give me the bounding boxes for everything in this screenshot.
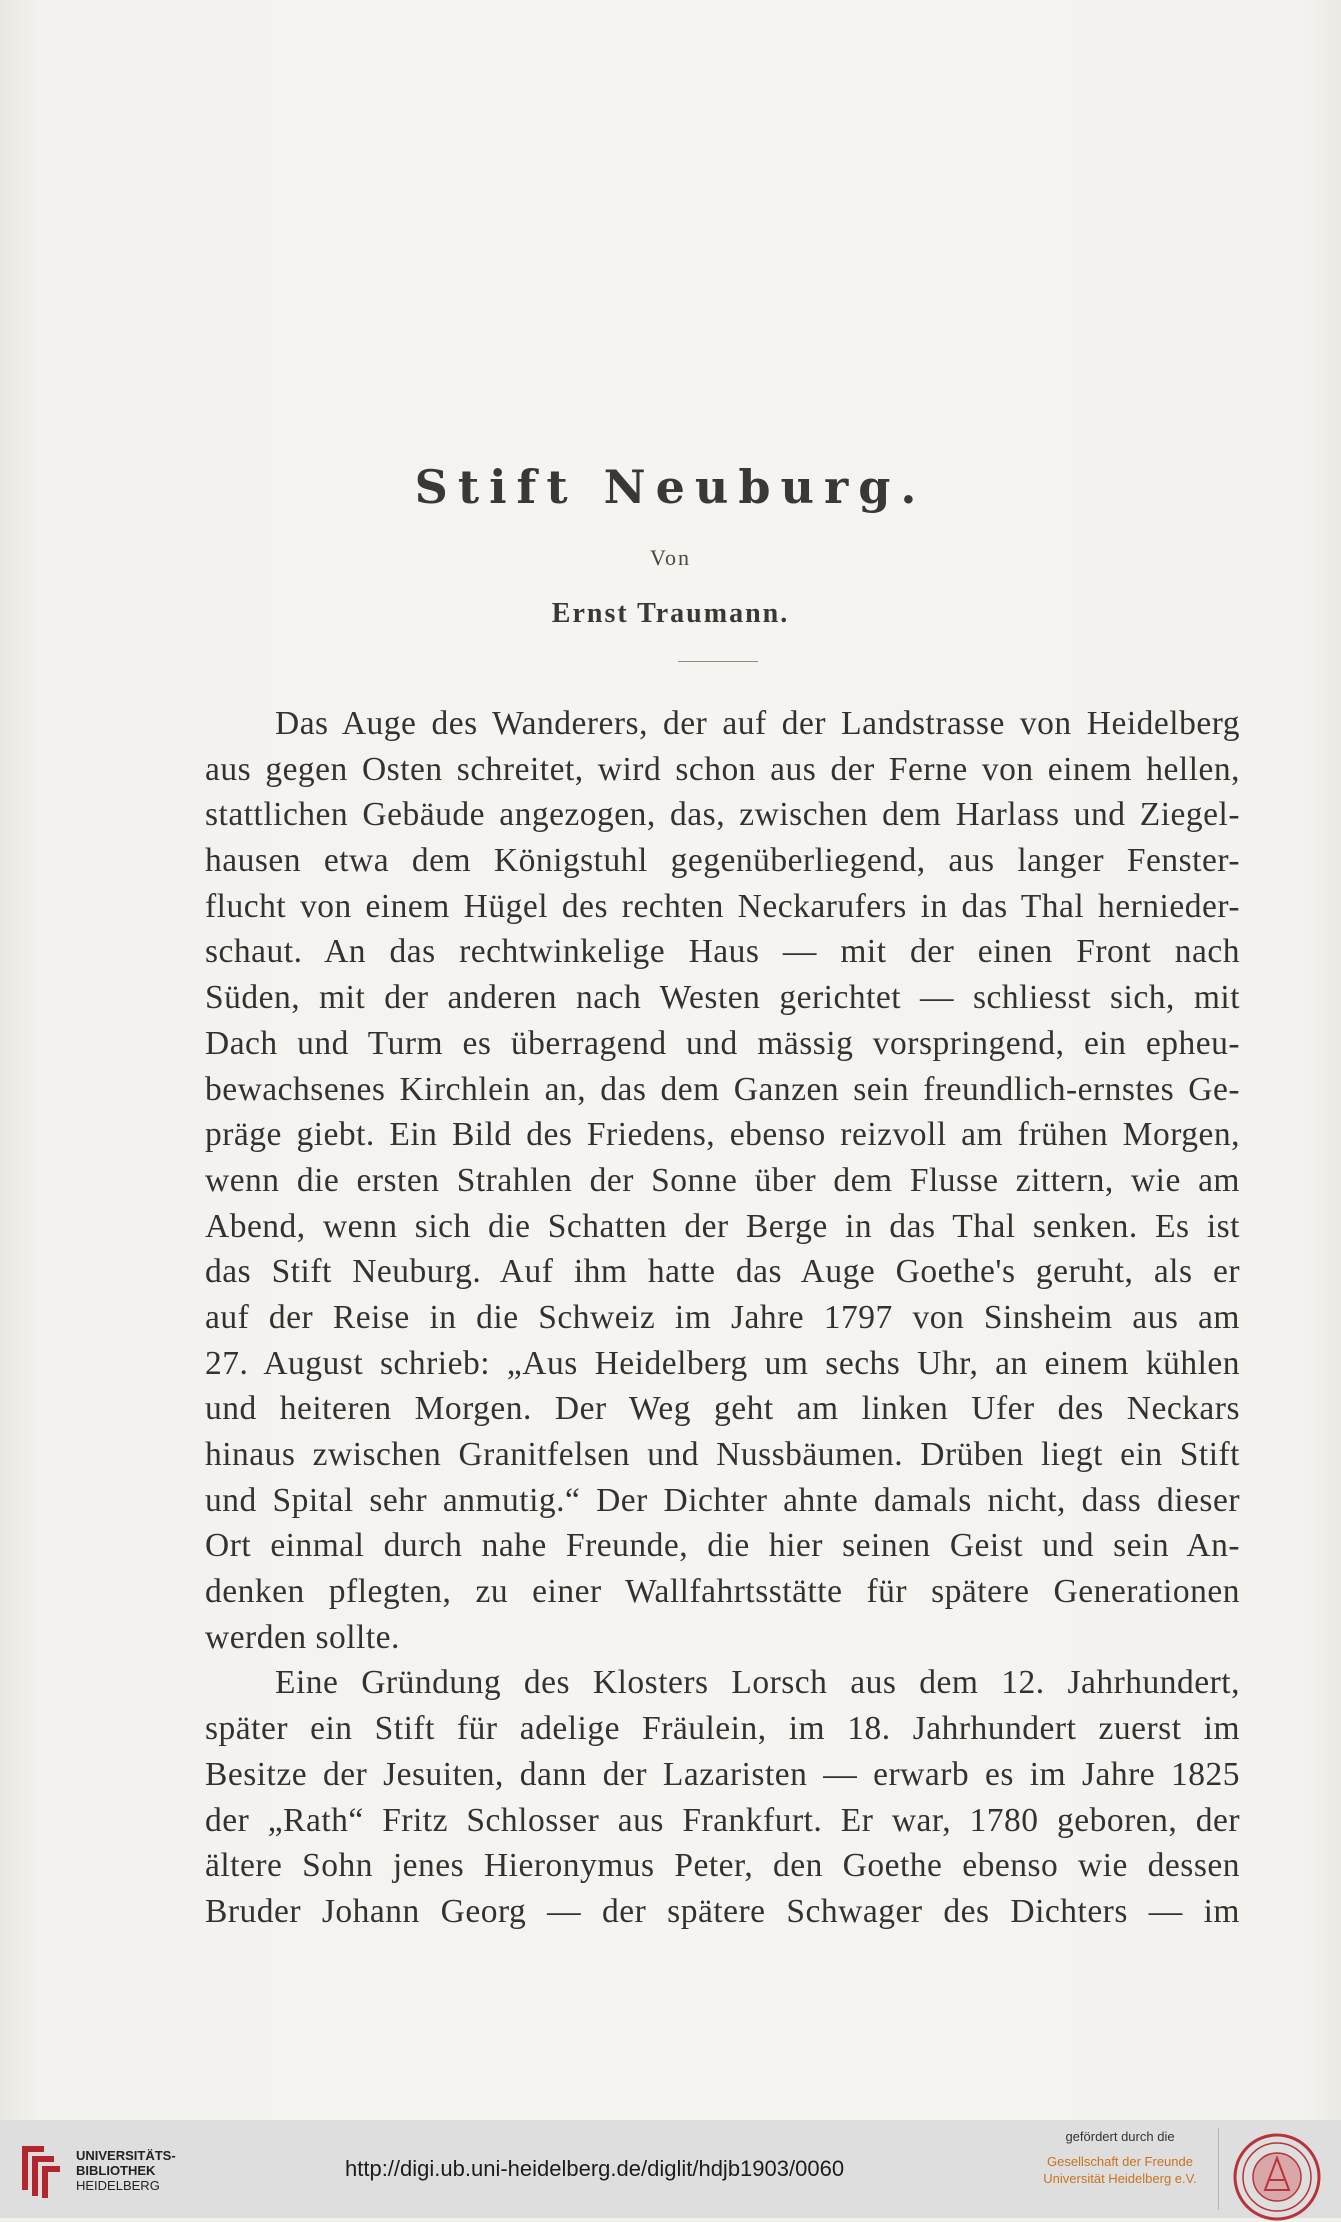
- library-name-line: BIBLIOTHEK: [76, 2163, 156, 2178]
- university-seal-icon: [1232, 2132, 1322, 2222]
- text-line: werden sollte.: [205, 1618, 400, 1656]
- text-line: Süden, mit der anderen nach Westen gerichtet — schliesst sich, mit: [205, 979, 1240, 1017]
- footer-divider: [1218, 2128, 1219, 2210]
- text-line: präge giebt. Ein Bild des Friedens, ebenso reizvoll am frühen Morgen,: [205, 1116, 1240, 1154]
- permalink-url[interactable]: http://digi.ub.uni-heidelberg.de/diglit/hdjb1903/0060: [345, 2156, 845, 2181]
- sponsor-name-line: Universität Heidelberg e.V.: [1043, 2171, 1197, 2186]
- article-title: Stift Neuburg.: [414, 460, 927, 514]
- text-line: und heiteren Morgen. Der Weg geht am linken Ufer des Neckars: [205, 1390, 1240, 1428]
- text-line: Das Auge des Wanderers, der auf der Landstrasse von Heidelberg: [275, 705, 1240, 742]
- text-line: später ein Stift für adelige Fräulein, im 18. Jahrhundert zuerst im: [205, 1710, 1240, 1748]
- text-line: wenn die ersten Strahlen der Sonne über dem Flusse zittern, wie am: [205, 1161, 1240, 1199]
- byline-prefix: Von: [649, 545, 692, 570]
- sponsor-prefix: gefördert durch die: [1065, 2129, 1175, 2144]
- sponsor-name-line: Gesellschaft der Freunde: [1047, 2154, 1193, 2169]
- text-line: 27. August schrieb: „Aus Heidelberg um sechs Uhr, an einem kühlen: [205, 1344, 1240, 1382]
- text-line: hausen etwa dem Königstuhl gegenüberliegend, aus langer Fenster-: [205, 842, 1240, 880]
- text-line: das Stift Neuburg. Auf ihm hatte das Auge Goethe's geruht, als er: [205, 1253, 1240, 1291]
- text-line: flucht von einem Hügel des rechten Neckarufers in das Thal hernieder-: [205, 887, 1240, 925]
- text-line: aus gegen Osten schreitet, wird schon aus der Ferne von einem hellen,: [205, 750, 1240, 788]
- text-line: hinaus zwischen Granitfelsen und Nussbäumen. Drüben liegt ein Stift: [205, 1436, 1240, 1473]
- text-line: Dach und Turm es überragend und mässig vorspringend, ein epheu-: [205, 1024, 1240, 1062]
- library-name-line: HEIDELBERG: [76, 2178, 160, 2193]
- text-line: schaut. An das rechtwinkelige Haus — mit der einen Front nach: [205, 933, 1240, 971]
- author-name: Ernst Traumann.: [551, 598, 790, 629]
- title-divider: [678, 661, 758, 662]
- text-line: bewachsenes Kirchlein an, das dem Ganzen sein freundlich-ernstes Ge-: [205, 1070, 1240, 1108]
- text-line: Besitze der Jesuiten, dann der Lazaristen — erwarb es im Jahre 1825: [205, 1755, 1240, 1793]
- footer-bar: [0, 2120, 1341, 2218]
- library-logo-icon: [14, 2142, 64, 2200]
- library-name: [76, 2148, 176, 2193]
- library-name-line: UNIVERSITÄTS-: [76, 2148, 176, 2163]
- text-line: Abend, wenn sich die Schatten der Berge in das Thal senken. Es ist: [205, 1207, 1240, 1245]
- text-line: Ort einmal durch nahe Freunde, die hier seinen Geist und sein An-: [205, 1527, 1240, 1565]
- text-line: und Spital sehr anmutig.“ Der Dichter ahnte damals nicht, dass dieser: [205, 1481, 1240, 1519]
- text-line: ältere Sohn jenes Hieronymus Peter, den Goethe ebenso wie dessen: [205, 1847, 1240, 1885]
- text-line: auf der Reise in die Schweiz im Jahre 1797 von Sinsheim aus am: [205, 1298, 1240, 1336]
- text-line: stattlichen Gebäude angezogen, das, zwischen dem Harlass und Ziegel-: [205, 796, 1240, 834]
- text-line: der „Rath“ Fritz Schlosser aus Frankfurt. Er war, 1780 geboren, der: [205, 1801, 1240, 1839]
- text-line: Eine Gründung des Klosters Lorsch aus dem 12. Jahrhundert,: [275, 1664, 1240, 1702]
- sponsor-block: [1030, 2128, 1210, 2187]
- text-line: Bruder Johann Georg — der spätere Schwager des Dichters — im: [205, 1892, 1240, 1930]
- article-body: [205, 701, 1240, 1935]
- text-line: denken pflegten, zu einer Wallfahrtsstätte für spätere Generationen: [205, 1573, 1240, 1611]
